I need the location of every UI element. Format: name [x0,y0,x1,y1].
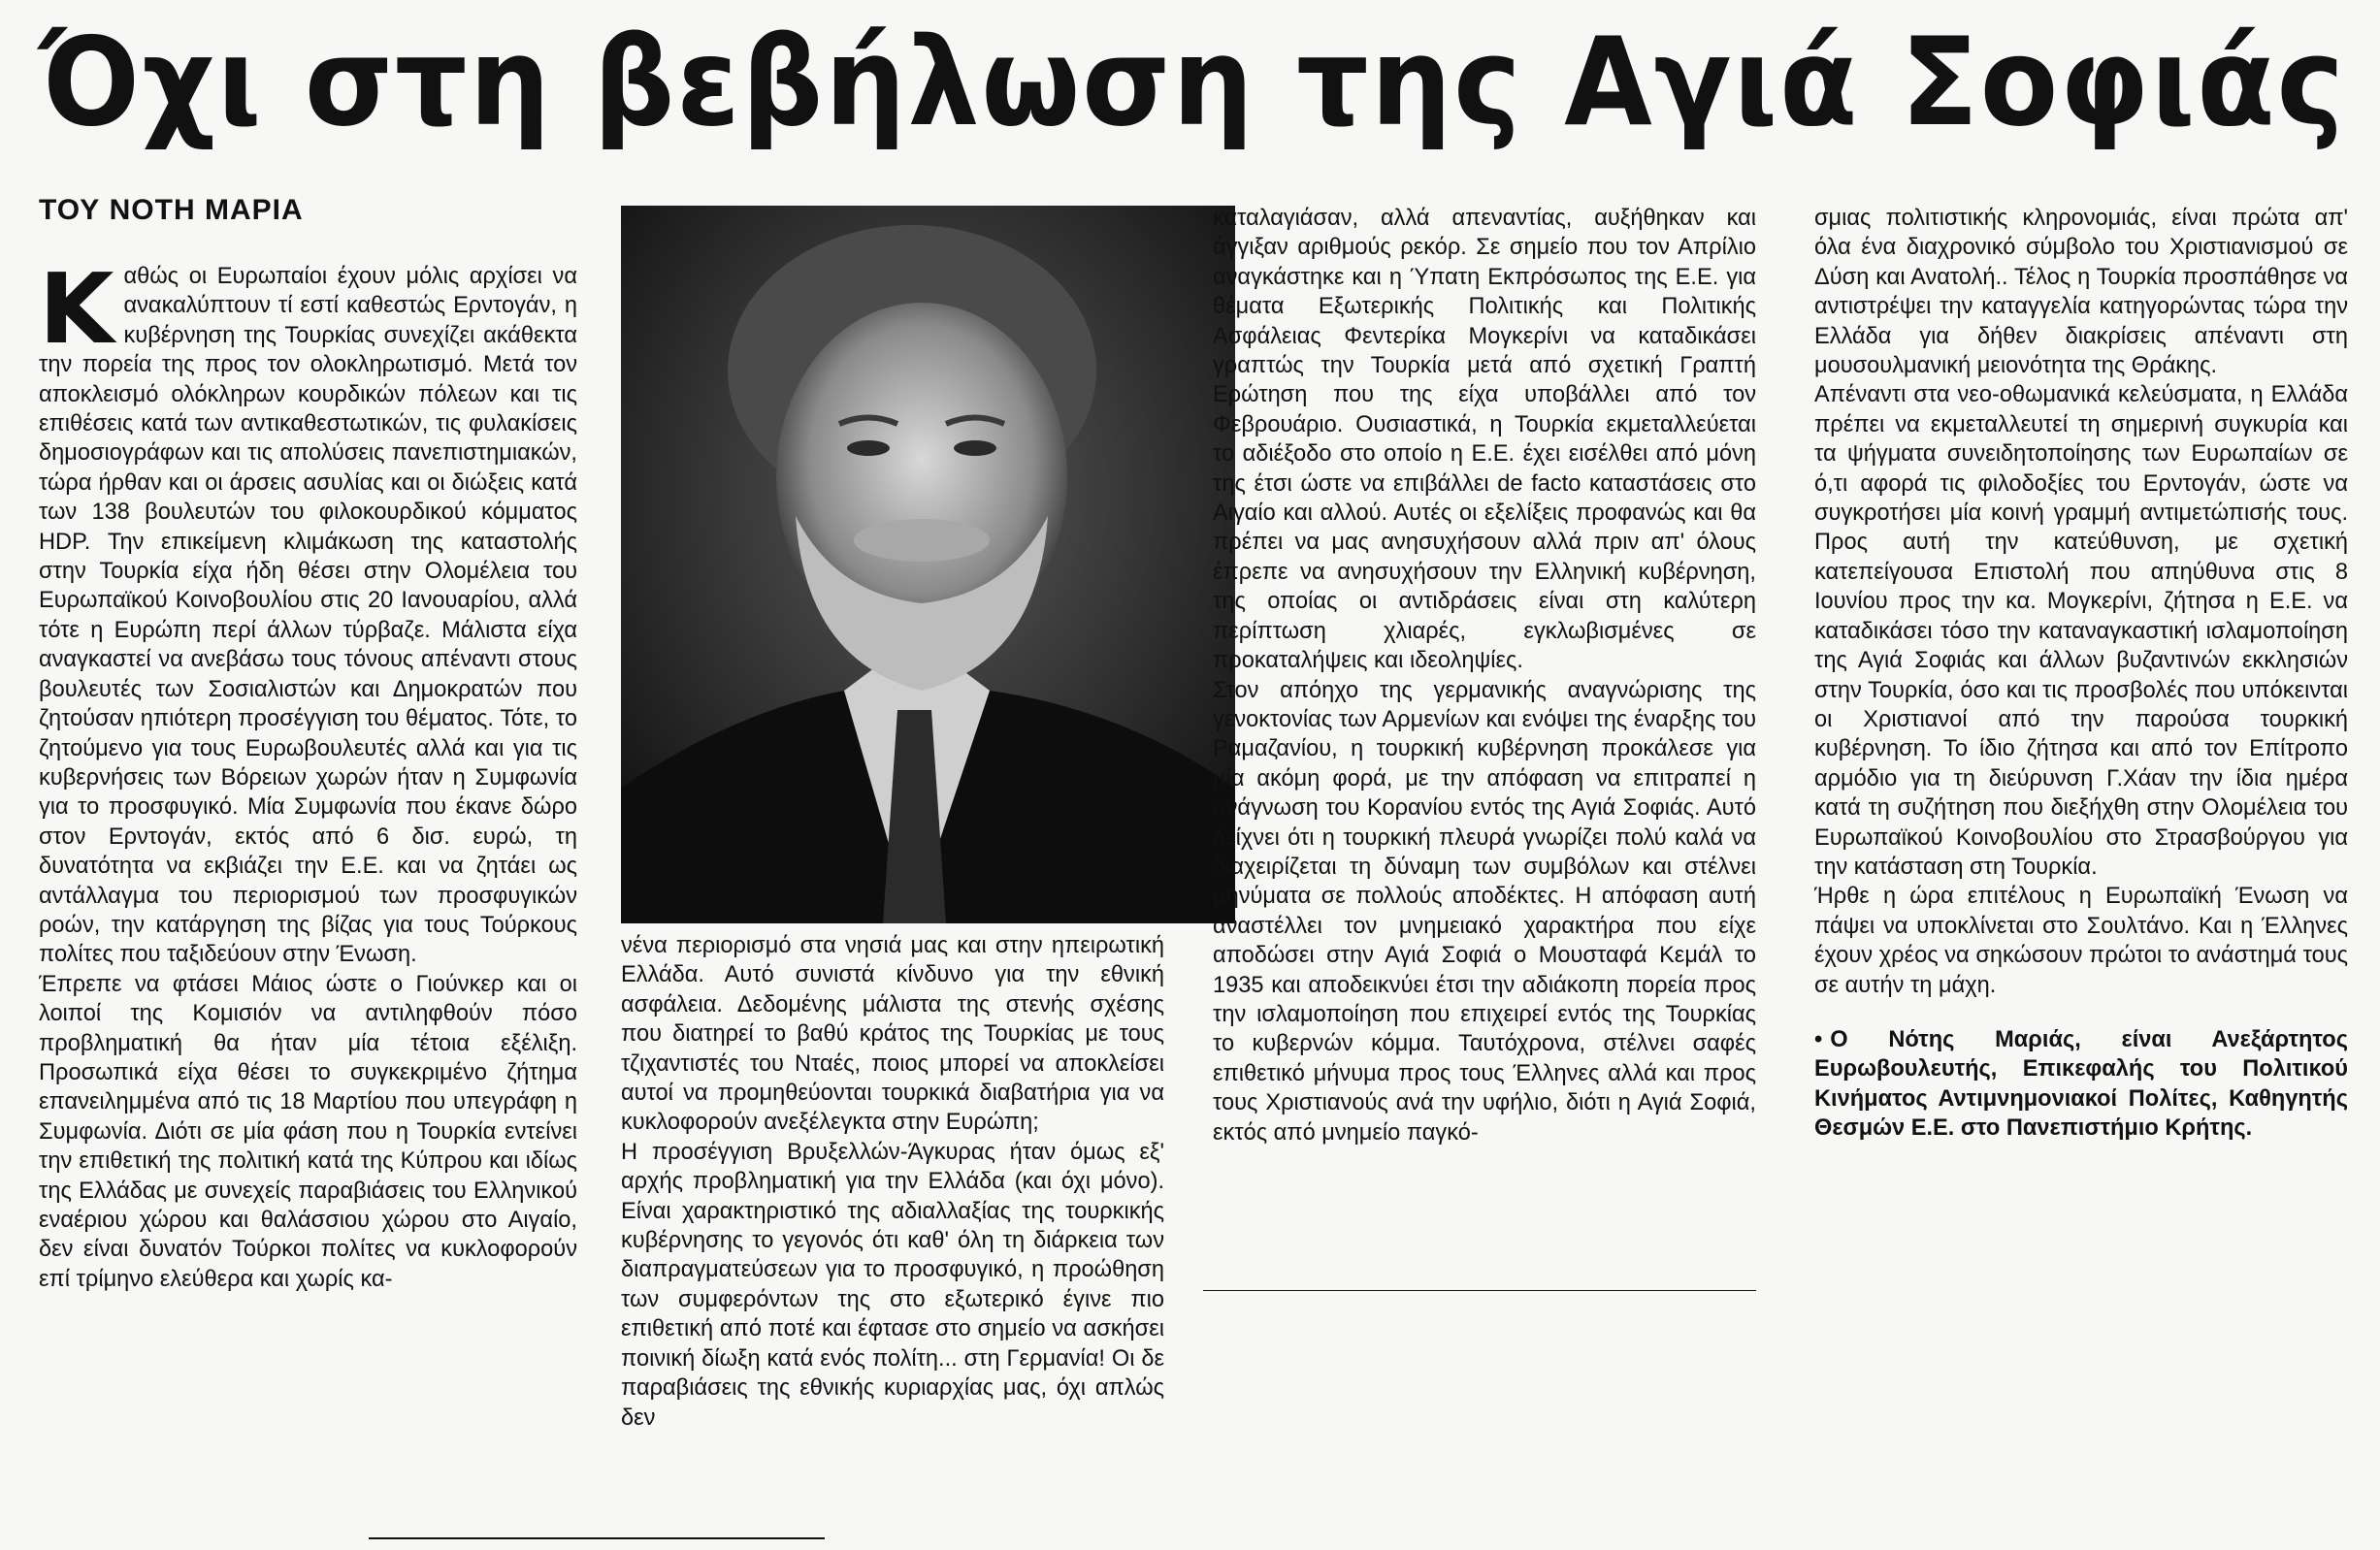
col2-paragraph-1: νένα περιορισμό στα νησιά μας και στην ηπειρωτική Ελλάδα. Αυτό συνιστά κίνδυνο για την εθνική ασφάλεια. Δεδομένης μάλιστα της στενής σχέσης που διατηρεί το βαθύ κράτος της Τουρκίας με τους τζιχαντιστές του Νταές, ποιος μπορεί να αποκλείσει αυτοί να προμηθεύονται τουρκικά διαβατήρια για να κυκλοφορούν ανεξέλεγκτα στην Ευρώπη; [621,933,1164,1136]
author-signature [1814,1025,2348,1144]
column-2 [621,931,1164,1433]
col3-paragraph-2: Στον απόηχο της γερμανικής αναγνώρισης της γενοκτονίας των Αρμενίων και ενόψει της έναρξης του Ραμαζανίου, η τουρκική κυβέρνηση προκάλεσε για μία ακόμη φορά, με την απόφαση να επιτραπεί η ανάγνωση του Κορανίου εντός της Αγιά Σοφιάς. Αυτό δείχνει ότι η τουρκική πλευρά γνωρίζει πολύ καλά να διαχειρίζεται τη δύναμη των συμβόλων και στέλνει μηνύματα σε πολλούς αποδέκτες. Η απόφαση αυτή αναστέλλει τον μνημειακό χαρακτήρα που είχε αποδώσει στην Αγιά Σοφιά ο Μουσταφά Κεμάλ το 1935 και αποδεικνύει έτσι την αδιάκοπη πορεία προς την ισλαμοποίηση που επιχειρεί εντός της Τουρκίας το κυβερνών κόμμα. Ταυτόχρονα, στέλνει σαφές επιθετικό μήνυμα προς τους Έλληνες αλλά και προς τους Χριστιανούς ανά την υφήλιο, διότι η Αγιά Σοφιά, εκτός από μνημείο παγκό- [1213,677,1756,1146]
column-1 [39,252,577,1294]
bullet-icon: • [1814,1026,1823,1052]
col1-paragraph-2: Έπρεπε να φτάσει Μάιος ώστε ο Γιούνκερ και οι λοιποί της Κομισιόν να αντιληφθούν πόσο προβληματική θα ήταν μία τέτοια εξέλιξη. Προσωπικά είχα θέσει το συγκεκριμένο ζήτημα επανειλημμένα από τις 18 Μαρτίου που υπεγράφη η Συμφωνία. Διότι σε μία φάση που η Τουρκία εντείνει την επιθετική της πολιτική κατά της Κύπρου και ιδίως της Ελλάδας με συνεχείς παραβιάσεις του Ελληνικού εναέριου χώρου και θαλάσσιου χώρου στο Αιγαίο, δεν είναι δυνατόν Τούρκοι πολίτες να κυκλοφορούν επί τρίμηνο ελεύθερα και χωρίς κα- [39,971,577,1292]
signature-text: Ο Νότης Μαριάς, είναι Ανεξάρτητος Ευρωβουλευτής, Επικεφαλής του Πολιτικού Κινήματος Αντιμνημονιακοί Πολίτες, Καθηγητής Θεσμών Ε.Ε. στο Πανεπιστήμιο Κρήτης. [1814,1026,2348,1142]
col4-paragraph-1: σμιας πολιτιστικής κληρονομιάς, είναι πρώτα απ' όλα ένα διαχρονικό σύμβολο του Χριστιανισμού σε Δύση και Ανατολή.. Τέλος η Τουρκία προσπάθησε να αντιστρέψει την καταγγελία κατηγορώντας τώρα την Ελλάδα για δήθεν διακρίσεις απέναντι στη μουσουλμανική μειονότητα της Θράκης. [1814,206,2348,379]
col4-paragraph-2: Απέναντι στα νεο-οθωμανικά κελεύσματα, η Ελλάδα πρέπει να εκμεταλλευτεί τη σημερινή συγκυρία και τα ψήγματα συνειδητοποίησης των Ευρωπαίων σε ό,τι αφορά τις φιλοδοξίες του Ερντογάν, ώστε να συγκροτήσει μία κοινή γραμμή αντιμετώπισής τους. Προς αυτή την κατεύθυνση, με σχετική κατεπείγουσα Επιστολή που απηύθυνα στις 8 Ιουνίου προς την κα. Μογκερίνι, ζήτησα η Ε.Ε. να καταδικάσει τόσο την καταναγκαστική ισλαμοποίηση της Αγιά Σοφιάς και άλλων βυζαντινών εκκλησιών στην Τουρκία, όσο και τις προσβολές που υπόκεινται οι Χριστιανοί από την παρούσα τουρκική κυβέρνηση. Το ίδιο ζήτησα και από τον Επίτροπο αρμόδιο για τη διεύρυνση Γ.Χάαν την ίδια ημέρα κατά τη συζήτηση που διεξήχθη στην Ολομέλεια του Ευρωπαϊκού Κοινοβουλίου στο Στρασβούργου για την κατάσταση στη Τουρκία. [1814,382,2348,880]
byline: ΤΟΥ ΝΟΤΗ ΜΑΡΙΑ [39,194,304,226]
drop-cap: Κ [39,252,114,366]
author-photo [621,206,1235,923]
column-3-bottom-rule [1203,1290,1756,1291]
portrait-image [621,206,1235,923]
col4-paragraph-3: Ήρθε η ώρα επιτέλους η Ευρωπαϊκή Ένωση να πάψει να υποκλίνεται στο Σουλτάνο. Και η Έλληνες έχουν χρέος να σηκώσουν πρώτοι το ανάστημά τους σε αυτήν τη μάχη. [1814,884,2348,998]
column-4 [1814,204,2348,1144]
col2-paragraph-2: Η προσέγγιση Βρυξελλών-Άγκυρας ήταν όμως εξ' αρχής προβληματική για την Ελλάδα (και όχι μόνο). Είναι χαρακτηριστικό της αδιαλλαξίας της τουρκικής κυβέρνησης το γεγονός ότι καθ' όλη τη διάρκεια των διαπραγματεύσεων για το προσφυγικό, η προώθηση των συμφερόντων της στο εξωτερικό έγινε πιο επιθετική από ποτέ και έφτασε στο σημείο να ασκήσει ποινική δίωξη κατά ενός πολίτη... στη Γερμανία! Οι δε παραβιάσεις της εθνικής κυριαρχίας μας, όχι απλώς δεν [621,1139,1164,1431]
column-2-bottom-rule [369,1537,825,1539]
column-3 [1213,204,1756,1147]
col1-paragraph-1: αθώς οι Ευρωπαίοι έχουν μόλις αρχίσει να ανακαλύπτουν τί εστί καθεστώς Ερντογάν, η κυβέρνηση της Τουρκίας συνεχίζει ακάθεκτα την πορεία της προς τον ολοκληρωτισμό. Μετά τον αποκλεισμό ολόκληρων κουρδικών πόλεων και τις επιθέσεις κατά των αντικαθεστωτικών, τις φυλακίσεις δημοσιογράφων και τις απολύσεις πανεπιστημιακών, τώρα ήρθαν και οι άρσεις ασυλίας και οι διώξεις κατά των 138 βουλευτών του φιλοκουρδικού κόμματος HDP. Την επικείμενη κλιμάκωση της καταστολής στην Τουρκία είχα ήδη θέσει στην Ολομέλεια του Ευρωπαϊκού Κοινοβουλίου στις 20 Ιανουαρίου, αλλά τότε η Ευρώπη περί άλλων τύρβαζε. Μάλιστα είχα αναγκαστεί να ανεβάσω τους τόνους απέναντι στους βουλευτές των Σοσιαλιστών και Δημοκρατών που ζητούσαν ηπιότερη προσέγγιση του θέματος. Τότε, το ζητούμενο για τους Ευρωβουλευτές αλλά και για τις κυβερνήσεις των Βόρειων χωρών ήταν η Συμφωνία για το προσφυγικό. Μία Συμφωνία που έκανε δώρο στον Ερντογάν, εκτός από 6 δισ. ευρώ, τη δυνατότητα να εκβιάζει την Ε.Ε. και να ζητάει ως αντάλλαγμα του περιορισμού των προσφυγικών ροών, την κατάργηση της βίζας για τους Τούρκους πολίτες που ταξιδεύουν στην Ένωση. [39,264,577,968]
col3-paragraph-1: καταλαγιάσαν, αλλά απεναντίας, αυξήθηκαν και άγγιξαν αριθμούς ρεκόρ. Σε σημείο που τον Απρίλιο αναγκάστηκε και η Ύπατη Εκπρόσωπος της Ε.Ε. για θέματα Εξωτερικής Πολιτικής και Πολιτικής Ασφάλειας Φεντερίκα Μογκερίνι να καταδικάσει γραπτώς την Τουρκία μετά από σχετική Γραπτή Ερώτηση που της είχα υποβάλλει από τον Φεβρουάριο. Ουσιαστικά, η Τουρκία εκμεταλλεύεται το αδιέξοδο στο οποίο η Ε.Ε. έχει εισέλθει από μόνη της έτσι ώστε να επιβάλλει de facto καταστάσεις στο Αιγαίο και αλλού. Αυτές οι εξελίξεις προφανώς και θα πρέπει να μας ανησυχήσουν αλλά πριν απ' όλους έπρεπε να ανησυχήσουν την Ελληνική κυβέρνηση, της οποίας οι αντιδράσεις είναι στη καλύτερη περίπτωση χλιαρές, εγκλωβισμένες σε προκαταλήψεις και ιδεοληψίες. [1213,206,1756,674]
headline: Όχι στη βεβήλωση της Αγιά Σοφιάς [39,11,2346,153]
